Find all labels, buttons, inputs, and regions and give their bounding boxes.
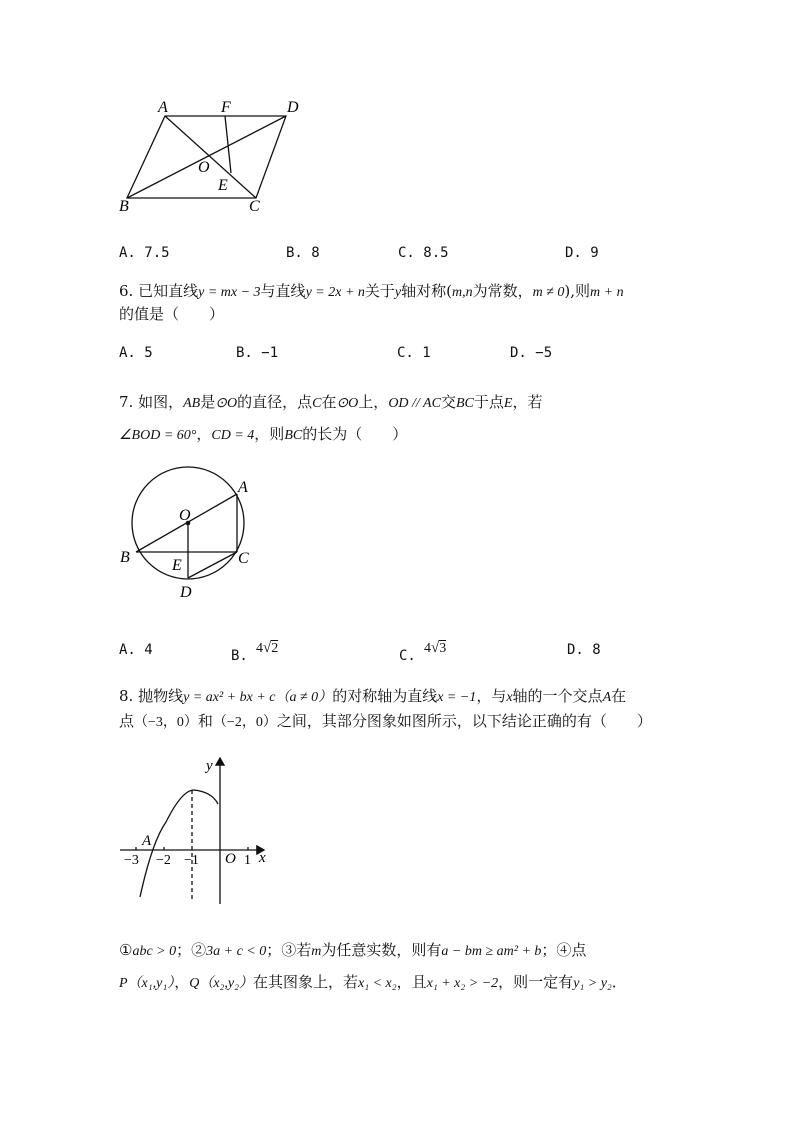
radical-coef: 4 xyxy=(424,641,431,656)
q7-bc: BC xyxy=(284,428,303,443)
q8-text: 之间，其部分图象如图所示，以下结论正确的有（ ） xyxy=(276,712,652,730)
q8-text: 在 xyxy=(611,687,627,705)
q7-text: 如图， xyxy=(138,393,184,411)
label-o: O xyxy=(179,507,191,524)
q8-number: 8. xyxy=(119,687,134,705)
tick-label: −1 xyxy=(184,853,199,868)
parabola-curve xyxy=(140,790,218,897)
label-c: C xyxy=(249,198,260,215)
q8-line2 xyxy=(119,711,652,733)
q6-expression: m + n xyxy=(590,285,624,300)
variable-m: m xyxy=(311,944,322,959)
q6-text: 轴对称( xyxy=(401,282,452,300)
point-a-label: A xyxy=(142,833,152,849)
q7-choice-b: B. xyxy=(231,648,248,664)
radicand: 2 xyxy=(271,641,279,656)
q7-choice-a: A. 4 xyxy=(119,642,153,658)
q7-cd: CD = 4 xyxy=(211,428,255,443)
diagonal-bd xyxy=(127,116,286,198)
q7-point-e: E xyxy=(503,396,513,411)
diagonal-ac xyxy=(165,116,256,198)
x-label: x xyxy=(259,850,266,866)
radicand: 3 xyxy=(439,641,447,656)
q7-text: 上， xyxy=(358,393,389,411)
q7-circle-symbol: ⊙O xyxy=(336,396,359,411)
tick-label: 1 xyxy=(244,853,251,868)
q6-text: ),则 xyxy=(564,282,591,300)
q7-point-c: C xyxy=(312,396,322,411)
q7-radical-c xyxy=(424,637,446,657)
label-o: O xyxy=(198,159,210,176)
label-f: F xyxy=(221,99,231,116)
q6-text: 关于 xyxy=(364,282,395,300)
q8-text: ① xyxy=(119,941,133,959)
q8-equation: y = ax² + bx + c（a ≠ 0） xyxy=(183,690,333,705)
q8-text: ， xyxy=(174,973,190,991)
q5-choice-a: A. 7.5 xyxy=(119,245,170,261)
q8-text: 和 xyxy=(197,712,213,730)
q5-choice-d: D. 9 xyxy=(565,245,599,261)
q8-axis-equation: x = −1 xyxy=(437,690,477,705)
q7-text: 的长为（ ） xyxy=(302,425,408,443)
q6-number: 6. xyxy=(119,282,134,300)
q6-line2: 的值是（ ） xyxy=(119,305,225,323)
q8-text: 的对称轴为直线 xyxy=(332,687,438,705)
q7-text: 交 xyxy=(440,393,456,411)
origin-label: O xyxy=(225,851,236,867)
q8-text: 抛物线 xyxy=(138,687,184,705)
q6-choice-a: A. 5 xyxy=(119,345,153,361)
q7-line2 xyxy=(119,424,407,446)
statement-3: a − bm ≥ am² + b xyxy=(441,944,542,959)
label-b: B xyxy=(119,198,129,215)
label-e: E xyxy=(218,177,228,194)
point-p: P（x₁,y₁） xyxy=(119,976,175,991)
q7-text: ，若 xyxy=(512,393,543,411)
parabola-figure xyxy=(112,752,272,912)
q7-text: 于点 xyxy=(473,393,504,411)
q5-choice-b: B. 8 xyxy=(286,245,320,261)
q7-text: 是 xyxy=(200,393,216,411)
q6-eq2: y = 2x + n xyxy=(305,285,365,300)
q8-text: 为任意实数，则有 xyxy=(321,941,442,959)
radical-coef: 4 xyxy=(256,641,263,656)
q6-condition: m ≠ 0 xyxy=(532,285,565,300)
label-c: C xyxy=(238,550,249,567)
label-b: B xyxy=(120,549,130,566)
q5-choice-c: C. 8.5 xyxy=(398,245,449,261)
q8-text: 轴的一个交点 xyxy=(512,687,603,705)
q7-radical-b xyxy=(256,637,278,657)
chord-cd xyxy=(188,552,237,578)
tick-label: −3 xyxy=(124,853,139,868)
statement-1: abc > 0 xyxy=(132,944,177,959)
y-label: y xyxy=(206,758,213,774)
q6-choice-d: D. −5 xyxy=(510,345,553,361)
q8-statements-line2 xyxy=(119,972,627,994)
q7-ab: AB xyxy=(183,396,201,411)
q7-text: 在 xyxy=(321,393,337,411)
point-q: Q（x₂,y₂） xyxy=(189,976,254,991)
q8-statements-line1 xyxy=(119,940,586,962)
q8-point1: （−3，0） xyxy=(134,715,198,730)
q8-text: ，则一定有 xyxy=(498,973,574,991)
q8-text: 在其图象上，若 xyxy=(253,973,359,991)
q6-choice-c: C. 1 xyxy=(397,345,431,361)
q6-line1 xyxy=(119,281,624,303)
q7-choice-c: C. xyxy=(399,648,416,664)
q7-text: ，则 xyxy=(254,425,285,443)
q6-choice-b: B. −1 xyxy=(236,345,279,361)
q8-point2: （−2，0） xyxy=(212,715,277,730)
q6-axis: y xyxy=(394,285,402,300)
q8-text: ；② xyxy=(176,941,207,959)
circle-figure xyxy=(112,460,262,605)
label-d: D xyxy=(287,99,299,116)
q6-eq1: y = mx − 3 xyxy=(198,285,261,300)
q7-number: 7. xyxy=(119,393,134,411)
q7-parallel: OD // AC xyxy=(388,396,441,411)
q8-text: ；③若 xyxy=(266,941,312,959)
q8-point-a: A xyxy=(602,690,612,705)
parallelogram-figure xyxy=(110,95,310,220)
q7-angle: ∠BOD = 60° xyxy=(119,428,197,443)
q8-text: ，且 xyxy=(396,973,427,991)
q8-text: ；④点 xyxy=(541,941,587,959)
q6-text: 为常数， xyxy=(472,282,533,300)
label-d: D xyxy=(180,584,192,601)
statement-2: 3a + c < 0 xyxy=(206,944,267,959)
q7-circle-symbol: ⊙O xyxy=(215,396,238,411)
q6-text: 与直线 xyxy=(260,282,306,300)
q7-bc: BC xyxy=(455,396,474,411)
tick-label: −2 xyxy=(156,853,171,868)
q8-text: ，与 xyxy=(476,687,507,705)
q6-text: 已知直线 xyxy=(138,282,199,300)
condition-1: x₁ < x₂ xyxy=(358,976,397,991)
conclusion: y₁ > y₂ xyxy=(573,976,612,991)
label-a: A xyxy=(238,479,248,496)
sqrt-icon: √ xyxy=(263,640,272,656)
q7-line1 xyxy=(119,392,542,414)
q7-text: ， xyxy=(196,425,212,443)
label-e: E xyxy=(172,557,182,574)
sqrt-icon: √ xyxy=(431,640,440,656)
q6-params: m,n xyxy=(451,285,473,300)
q8-x: x xyxy=(506,690,513,705)
q7-choice-d: D. 8 xyxy=(567,642,601,658)
q8-text: 点 xyxy=(119,712,135,730)
q7-text: 的直径，点 xyxy=(237,393,313,411)
q8-line1 xyxy=(119,686,626,708)
q8-text: ． xyxy=(611,973,627,991)
condition-2: x₁ + x₂ > −2 xyxy=(426,976,499,991)
label-a: A xyxy=(158,99,168,116)
